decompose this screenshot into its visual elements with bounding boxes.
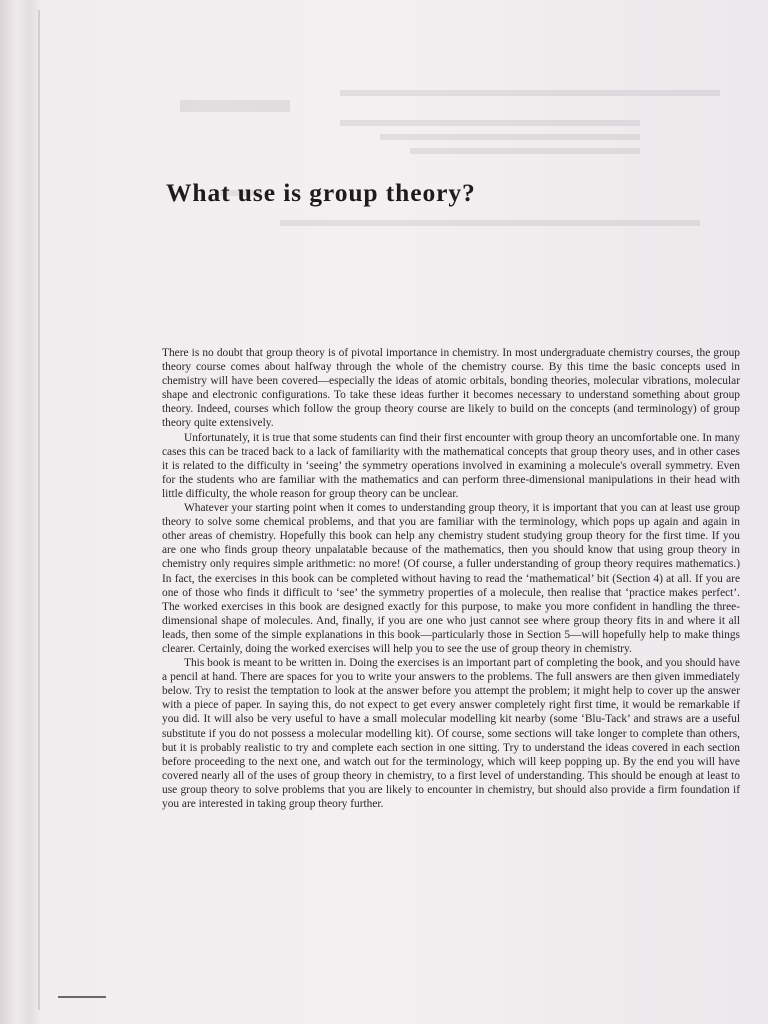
binding-edge-line	[38, 10, 40, 1010]
page-title: What use is group theory?	[166, 178, 476, 207]
paragraph-intro: There is no doubt that group theory is of pivotal importance in chemistry. In most undergraduate chemistry courses, the group theory course comes about halfway through the whole of the chemistry course. By this time the basic concepts used in chemistry will have been covered—especially the ideas of atomic orbitals, bonding theories, molecular vibrations, molecular shape and electronic configurations. To take these ideas further it becomes necessary to understand something about group theory. Indeed, courses which follow the group theory course are likely to build on the concepts (and terminology) of group theory quite extensively.	[162, 347, 740, 430]
paragraph-difficulties: Unfortunately, it is true that some students can find their first encounter with group theory an uncomfortable one. In many cases this can be traced back to a lack of familiarity with the mathematical concepts that group theory uses, and in other cases it is related to the difficulty in ‘seeing’ the symmetry operations involved in examining a molecule's overall symmetry. Even for the students who are familiar with the mathematics and can perform three-dimensional manipulations in their head with little difficulty, the whole reason for group theory can be unclear.	[162, 431, 740, 500]
paragraph-starting-point: Whatever your starting point when it comes to understanding group theory, it is important that you can at least use group theory to solve some chemical problems, and that you are familiar with the terminology, which pops up again and again in other areas of chemistry. Hopefully this book can help any chemistry student studying group theory for the first time. If you are one who finds group theory unpalatable because of the mathematics, then you should know that using group theory in chemistry only requires simple arithmetic: no more! (Of course, a fuller understanding of group theory requires mathematics.) In fact, the exercises in this book can be completed without having to read the ‘mathematical’ bit (Section 4) at all. If you are one of those who finds it difficult to ‘see’ the symmetry properties of a molecule, then realise that ‘practice makes perfect’. The worked exercises in this book are designed exactly for this purpose, to make you more confident in handling the three-dimensional shape of molecules. And, finally, if you are one who just cannot see where group theory fits in and where it all leads, then some of the simple explanations in this book—particularly those in Section 5—will hopefully help to make things clearer. Certainly, doing the worked exercises will help you to see the use of group theory in chemistry.	[162, 502, 740, 655]
paragraph-using-book: This book is meant to be written in. Doing the exercises is an important part of completing the book, and you should have a pencil at hand. There are spaces for you to write your answers to the problems. The full answers are then given immediately below. Try to resist the temptation to look at the answer before you attempt the problem; it might help to cover up the answer with a piece of paper. In saying this, do not expect to get every answer completely right first time, it would be remarkable if you did. It will also be very useful to have a small molecular modelling kit nearby (some ‘Blu-Tack’ and straws are a useful substitute if you do not possess a molecular modelling kit). Of course, some sections will take longer to complete than others, but it is probably realistic to try and complete each section in one sitting. Try to understand the ideas covered in each section before proceeding to the next one, and watch out for the terminology, which will keep popping up. By the end you will have covered nearly all of the uses of group theory in chemistry, to a first level of understanding. This should be enough at least to use group theory to solve problems that you are likely to encounter in chemistry, but should also provide a firm foundation if you are interested in taking group theory further.	[162, 657, 740, 810]
body-text	[162, 346, 740, 811]
binding-edge	[0, 0, 42, 1024]
bottom-margin-mark	[58, 996, 106, 998]
bleed-through-shadow	[160, 70, 760, 270]
